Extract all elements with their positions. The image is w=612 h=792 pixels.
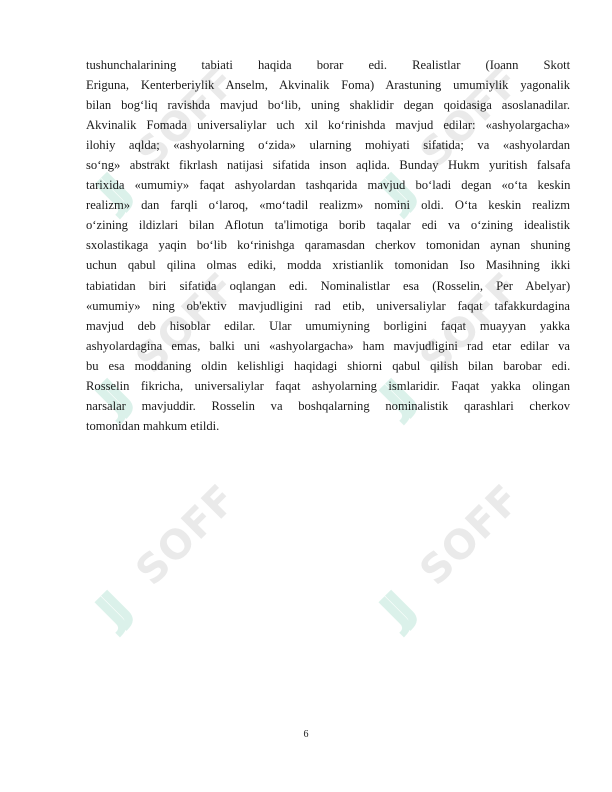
text-line: narsalar mavjuddir. Rosselin va boshqalarning nominalistik qarashlari cherkov [86, 398, 570, 413]
text-line: Akvinalik Fomada universaliylar uch xil ko‘rinishda mavjud edilar: «ashyolargacha» [86, 118, 570, 133]
text-line: tabiatidan biri sifatida oqlangan edi. Nominalistlar esa (Rosselin, Per Abelyar) [86, 278, 571, 293]
text-line: o‘zining ildizlari bilan Aflotun ta'limotiga borib taqalar edi va o‘zining idealistik [86, 218, 570, 233]
text-line: ilohiy aqlda; «ashyolarning o‘zida» ularning mohiyati sifatida; va «ashyolardan [86, 138, 570, 153]
text-line: mavjud deb hisoblar edilar. Ular umumiyning borligini faqat muayyan yakka [86, 318, 570, 333]
watermark [72, 475, 246, 637]
watermark-logo-icon: JJ [368, 585, 420, 637]
watermark-logo-icon: JJ [84, 585, 136, 637]
text-line: ashyolardagina emas, balki uni «ashyolargacha» ham mavjudligini rad etar edilar va [86, 338, 570, 353]
page-number: 6 [303, 729, 309, 740]
watermark-text: SOFF [127, 57, 246, 177]
watermark-logo-icon: JJ [84, 167, 136, 219]
watermark [356, 475, 530, 637]
watermark-text: SOFF [411, 57, 530, 177]
watermark-text: SOFF [127, 263, 246, 383]
text-line: bilan bog‘liq ravishda mavjud bo‘lib, uning shaklidir degan qoidasiga asoslanadilar. [86, 98, 570, 113]
watermark-logo-icon: JJ [368, 167, 420, 219]
watermark-text: SOFF [127, 475, 246, 595]
body-paragraph [86, 55, 570, 436]
text-line: realizm» dan farqli o‘laroq, «mo‘tadil realizm» nomini oldi. O‘ta keskin realizm [86, 198, 570, 213]
watermark-text: SOFF [411, 475, 530, 595]
watermark-logo-icon: JJ [368, 373, 420, 425]
text-line: tarixida «umumiy» faqat ashyolardan tashqarida mavjud bo‘ladi degan «o‘ta keskin [86, 178, 571, 193]
text-line: so‘ng» abstrakt fikrlash natijasi sifatida inson aqlida. Bunday Hukm yuritish falsafa [86, 158, 571, 173]
text-line: sxolastikaga yaqin bo‘lib ko‘rinishga qaramasdan cherkov tomonidan aynan shuning [86, 238, 571, 253]
watermark-logo-icon: JJ [84, 373, 136, 425]
text-line: tushunchalarining tabiati haqida borar edi. Realistlar (Ioann Skott [86, 58, 571, 72]
text-line: Rosselin fikricha, universaliylar faqat ashyolarning ismlaridir. Faqat yakka olingan [86, 378, 570, 393]
text-line: bu esa moddaning oldin kelishligi haqidagi shiorni qabul qilish bilan barobar edi. [86, 358, 571, 373]
text-line: uchun qabul qilina olmas ediki, modda xristianlik tomonidan Iso Masihning ikki [86, 258, 571, 273]
text-line: tomonidan mahkum etildi. [86, 418, 220, 433]
text-line: «umumiy» ning ob'ektiv mavjudligini rad etib, universaliylar faqat tafakkurdagina [86, 298, 570, 313]
watermark-text: SOFF [411, 263, 530, 383]
text-line: Eriguna, Kenterberiylik Anselm, Akvinalik Foma) Arastuning umumiylik yagonalik [86, 78, 570, 93]
